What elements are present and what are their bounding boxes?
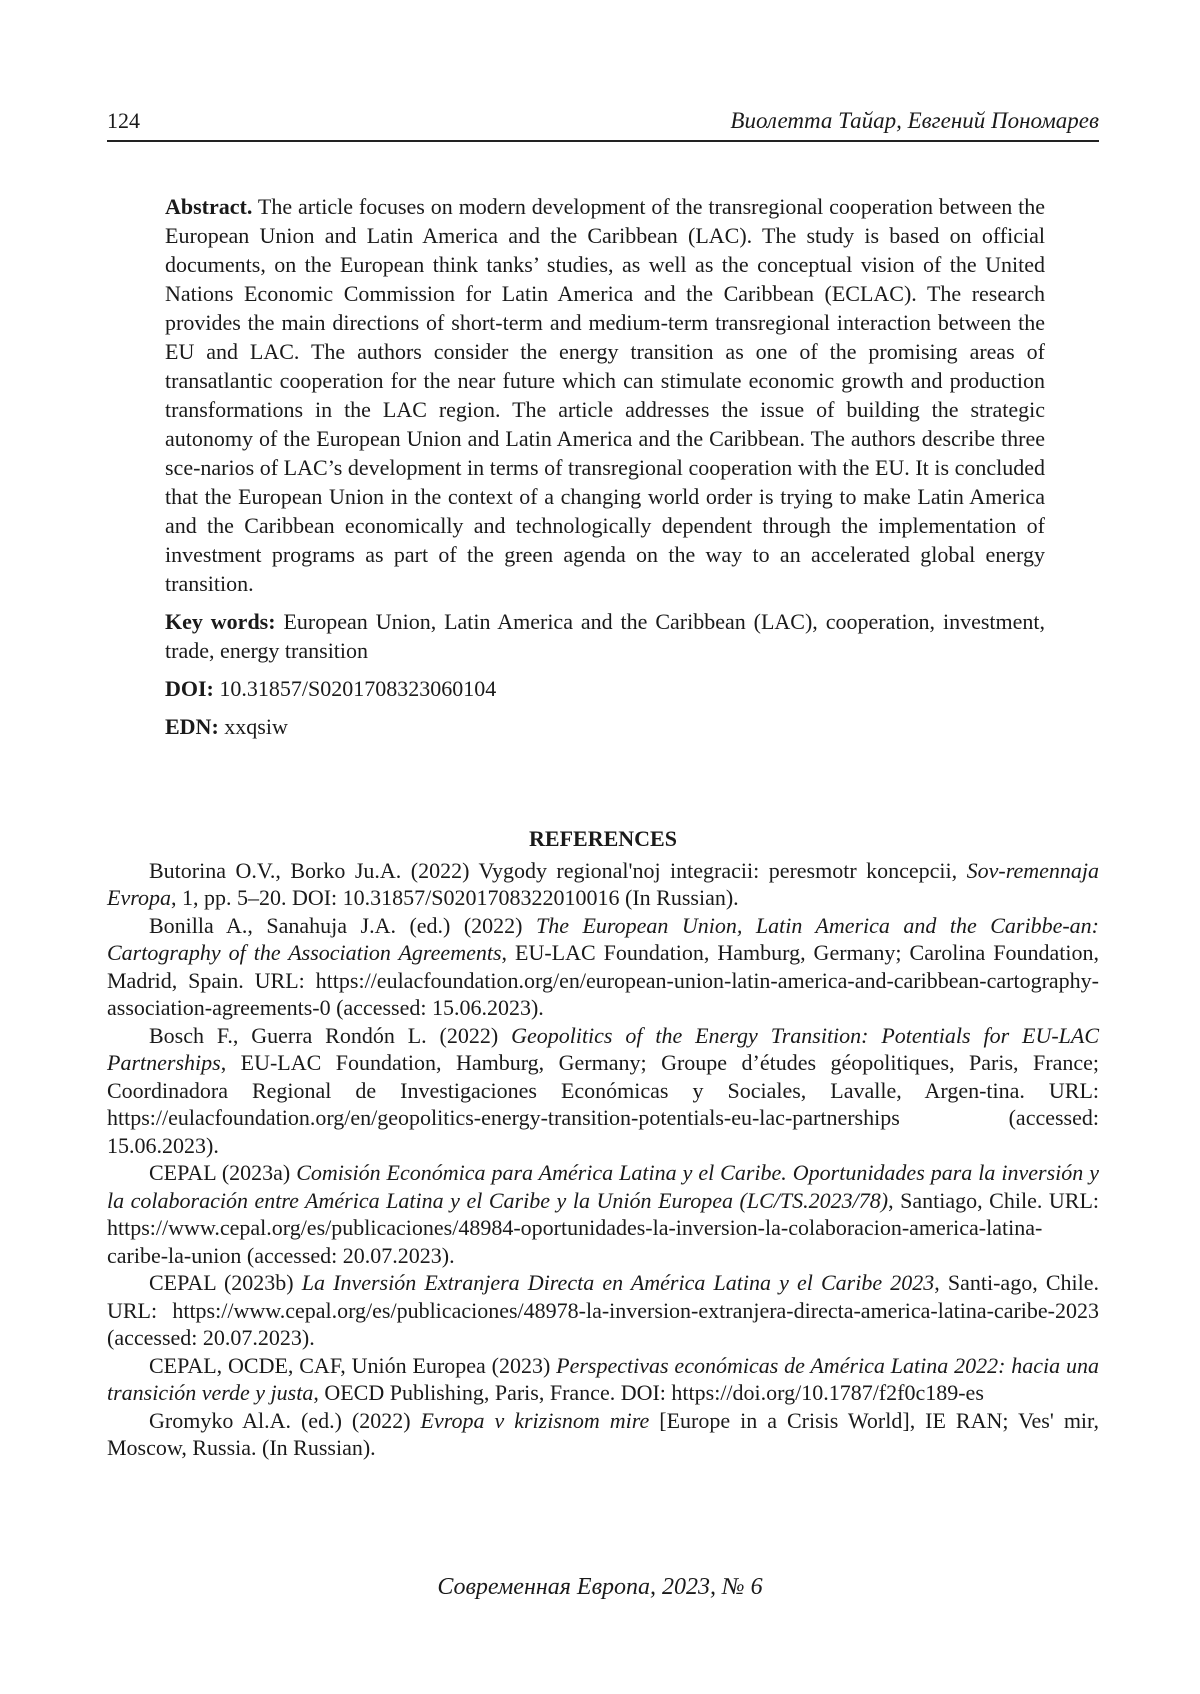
- reference-item: [107, 1269, 1099, 1352]
- reference-item: [107, 1407, 1099, 1462]
- keywords-label: Key words:: [165, 609, 276, 634]
- reference-item: [107, 1352, 1099, 1407]
- reference-lead: Gromyko Al.A. (ed.) (2022): [149, 1407, 421, 1433]
- reference-rest: , EU-LAC Foundation, Hamburg, Germany; Carolina Foundation, Madrid, Spain. URL: https://eulacfoundation.org/en/european-union-latin-america-and-caribbean-cartography-association-agreements-0 (accessed: 15.06.2023).: [107, 940, 1099, 1020]
- page-number: 124: [107, 108, 140, 133]
- journal-footer: Современная Европа, 2023, № 6: [437, 1574, 763, 1600]
- reference-lead: Bosch F., Guerra Rondón L. (2022): [149, 1022, 512, 1048]
- doi-value: 10.31857/S0201708323060104: [213, 676, 497, 701]
- reference-title: The European Union, Latin America and the Caribbe-an: Cartography of the Association Agreements: [107, 912, 1100, 965]
- reference-item: [107, 857, 1099, 912]
- reference-title: Geopolitics of the Energy Transition: Potentials for EU-LAC Partnerships: [107, 1022, 1100, 1075]
- reference-lead: Bonilla A., Sanahuja J.A. (ed.) (2022): [149, 912, 536, 938]
- reference-title: Sov-remennaja Evropa: [107, 857, 1099, 910]
- abstract-paragraph: [165, 192, 1045, 598]
- doi-paragraph: [165, 674, 1045, 703]
- reference-lead: CEPAL, OCDE, CAF, Unión Europea (2023): [149, 1352, 557, 1378]
- edn-value: xxqsiw: [218, 714, 288, 739]
- abstract-label: Abstract.: [165, 194, 253, 219]
- reference-title: Comisión Económica para América Latina y el Caribe. Oportunidades para la inversión y la colaboración entre América Latina y el Caribe y la Unión Europea (LC/TS.2023/78): [107, 1160, 1099, 1213]
- edn-label: EDN:: [165, 714, 219, 739]
- references-section: [107, 825, 1099, 1462]
- reference-item: [107, 1022, 1099, 1160]
- reference-rest: , 1, pp. 5–20. DOI: 10.31857/S0201708322010016 (In Russian).: [170, 885, 739, 910]
- reference-title: Perspectivas económicas de América Latina 2022: hacia una transición verde y justa: [107, 1352, 1099, 1405]
- keywords-paragraph: [165, 607, 1045, 665]
- doi-label: DOI:: [165, 676, 214, 701]
- reference-rest: , Santiago, Chile. URL: https://www.cepal.org/es/publicaciones/48984-oportunidades-la-inversion-la-colaboracion-america-latina-caribe-la-union (accessed: 20.07.2023).: [107, 1187, 1100, 1268]
- running-head-authors: Виолетта Тайар, Евгений Пономарев: [730, 108, 1099, 133]
- reference-rest: , OECD Publishing, Paris, France. DOI: https://doi.org/10.1787/f2f0c189-es: [313, 1380, 984, 1405]
- abstract-text: The article focuses on modern development of the transregional cooperation between the European Union and Latin America and the Caribbean (LAC). The study is based on official documents, on the European think tanks’ studies, as well as the conceptual vision of the United Nations Economic Commission for Latin America and the Caribbean (ECLAC). The research provides the main directions of short-term and medium-term transregional interaction between the EU and LAC. The authors consider the energy transition as one of the promising areas of transatlantic cooperation for the near future which can stimulate economic growth and production transformations in the LAC region. The article addresses the issue of building the strategic autonomy of the European Union and Latin America and the Caribbean. The authors describe three sce-narios of LAC’s development in terms of transregional cooperation with the EU. It is concluded that the European Union in the context of a changing world order is trying to make Latin America and the Caribbean economically and technologically dependent through the implementation of investment programs as part of the green agenda on the way to an accelerated global energy transition.: [165, 194, 1045, 596]
- references-heading: REFERENCES: [529, 826, 677, 851]
- reference-lead: Butorina O.V., Borko Ju.A. (2022) Vygody regional'noj integracii: peresmotr koncepcii,: [149, 857, 967, 883]
- reference-item: [107, 1159, 1099, 1269]
- edn-paragraph: [165, 712, 1045, 741]
- running-header: [107, 100, 1099, 142]
- reference-item: [107, 912, 1099, 1022]
- reference-rest: [Europe in a Crisis World], IE RAN; Ves' mir, Moscow, Russia. (In Russian).: [107, 1407, 1099, 1460]
- reference-rest: , EU-LAC Foundation, Hamburg, Germany; Groupe d’études géopolitiques, Paris, France; Coordinadora Regional de Investigaciones Económicas y Sociales, Lavalle, Argen-tina. URL: https://eulacfoundation.org/en/geopolitics-energy-transition-potentials-eu-lac-partnerships (accessed: 15.06.2023).: [107, 1050, 1099, 1158]
- reference-lead: CEPAL (2023a): [149, 1160, 297, 1185]
- keywords-text: European Union, Latin America and the Caribbean (LAC), cooperation, investment, trade, energy transition: [165, 609, 1046, 663]
- reference-title: Evropa v krizisnom mire: [420, 1407, 650, 1433]
- reference-lead: CEPAL (2023b): [149, 1270, 302, 1295]
- reference-rest: , Santi-ago, Chile. URL: https://www.cepal.org/es/publicaciones/48978-la-inversion-extranjera-directa-america-latina-caribe-2023 (accessed: 20.07.2023).: [107, 1270, 1099, 1350]
- reference-title: La Inversión Extranjera Directa en América Latina y el Caribe 2023: [301, 1270, 935, 1295]
- abstract-section: [165, 192, 1045, 750]
